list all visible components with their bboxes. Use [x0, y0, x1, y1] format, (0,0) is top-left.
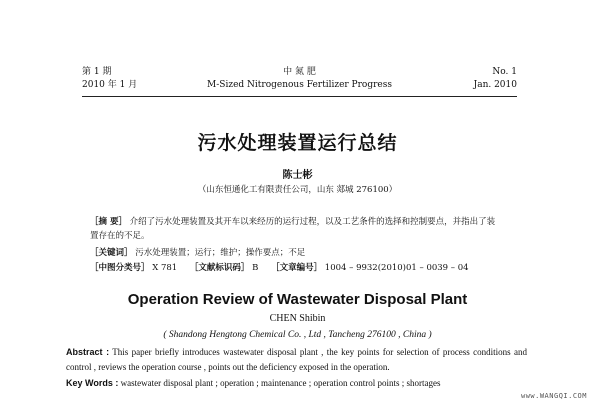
abstract-cn	[90, 215, 503, 243]
abstract-text-cn: 介绍了污水处理装置及其开车以来经历的运行过程，以及工艺条件的选择和控制要点，并指出了装置存在的不足。	[90, 217, 496, 241]
keywords-en	[66, 376, 527, 391]
document-code	[190, 263, 261, 273]
document-code-value: B	[252, 263, 259, 273]
affiliation-cn: （山东恒通化工有限责任公司，山东 郯城 276100）	[197, 185, 398, 195]
classification-line	[90, 261, 503, 275]
keywords-cn	[90, 246, 503, 260]
document-code-label: ［文献标识码］	[189, 263, 250, 273]
article-number-value: 1004 – 9932(2010)01 – 0039 – 04	[324, 263, 469, 273]
watermark: www.WANGQI.COM	[520, 392, 587, 400]
issue-number-en: No. 1	[492, 67, 517, 77]
keywords-label-cn: ［关键词］	[90, 248, 133, 258]
issue-info-en	[474, 66, 517, 92]
issue-number: 第 1 期	[82, 67, 112, 77]
clc-value: X 781	[152, 263, 178, 273]
affiliation-en: ( Shandong Hengtong Chemical Co. , Ltd , Tancheng 276100 , China )	[163, 330, 432, 340]
abstract-text-en: This paper briefly introduces wastewater disposal plant , the key points for selection of process conditions and control , reviews the operation course , points out the deficiency exposed in the operation.	[66, 347, 527, 372]
header-rule	[82, 96, 517, 97]
running-header	[82, 66, 517, 96]
issue-date-cn: 2010 年 1 月	[82, 80, 138, 90]
clc-number	[90, 263, 180, 273]
abstract-label-en: Abstract :	[66, 347, 110, 357]
article-number	[271, 263, 468, 273]
article-number-label: ［文章编号］	[271, 263, 323, 273]
abstract-en	[66, 345, 527, 375]
paper-title-cn: 污水处理装置运行总结	[197, 132, 398, 154]
issue-date-en: Jan. 2010	[473, 80, 517, 90]
clc-label: ［中图分类号］	[90, 263, 150, 273]
journal-name-en: M-Sized Nitrogenous Fertilizer Progress	[207, 80, 392, 90]
author-en: CHEN Shibin	[269, 313, 326, 324]
journal-name	[82, 66, 517, 92]
keywords-text-en: wastewater disposal plant ; operation ; maintenance ; operation control points ; shortages	[118, 378, 441, 388]
keywords-text-cn: 污水处理装置；运行；维护；操作要点；不足	[135, 248, 306, 258]
author-cn: 陈士彬	[282, 170, 313, 181]
paper-title-en: Operation Review of Wastewater Disposal Plant	[127, 291, 468, 308]
abstract-label-cn: ［摘 要］	[90, 217, 127, 227]
keywords-label-en: Key Words :	[66, 378, 119, 388]
journal-name-cn: 中 氮 肥	[283, 67, 316, 77]
